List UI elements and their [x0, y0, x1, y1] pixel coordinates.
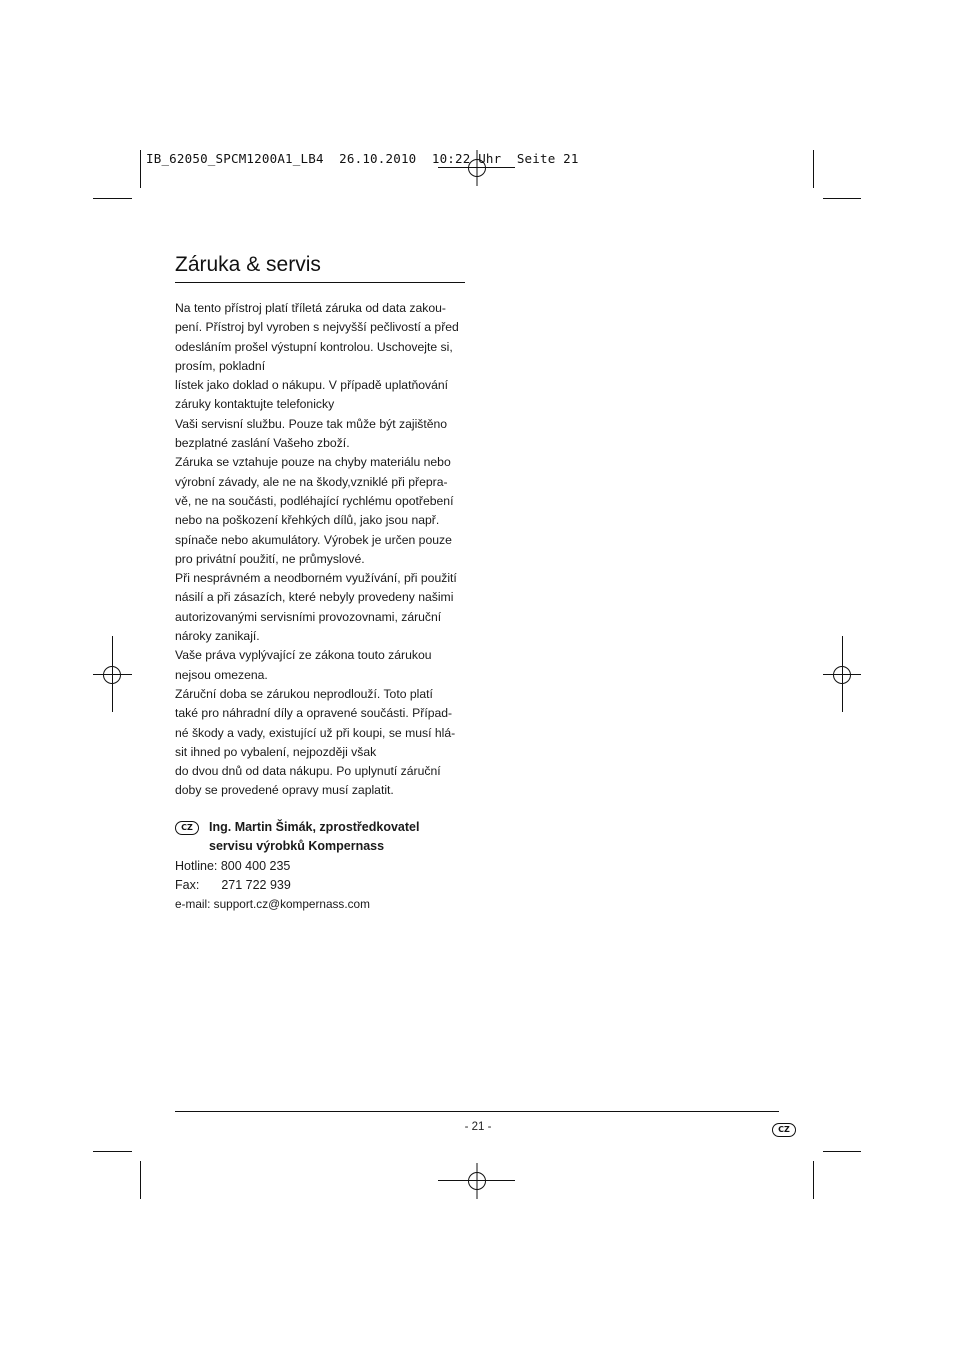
body-line: né škody a vady, existující už při koupi, se musí hlá-	[175, 725, 456, 740]
body-line: Záruka se vztahuje pouze na chyby materiálu nebo	[175, 455, 451, 470]
email-address: e-mail: support.cz@kompernass.com	[175, 897, 370, 912]
fax-line	[175, 876, 419, 895]
body-line: autorizovanými servisními provozovnami, záruční	[175, 609, 442, 624]
body-line: Při nesprávném a neodborném využívání, při použití	[175, 571, 457, 586]
body-line: Vaše práva vyplývající ze zákona touto zárukou	[175, 648, 432, 663]
body-line: do dvou dnů od data nákupu. Po uplynutí záruční	[175, 764, 441, 779]
service-company-line1: Ing. Martin Šimák, zprostředkovatel	[209, 820, 420, 834]
body-line: prosím, pokladní	[175, 358, 266, 373]
body-line: bezplatné zaslání Vašeho zboží.	[175, 436, 350, 451]
body-line: záruky kontaktujte telefonicky	[175, 397, 335, 412]
warranty-text	[175, 299, 475, 801]
body-line: Záruční doba se zárukou neprodlouží. Toto platí	[175, 686, 433, 701]
body-line: spínače nebo akumulátory. Výrobek je určen pouze	[175, 532, 452, 547]
body-line: vě, ne na součásti, podléhající rychlému opotřebení	[175, 493, 454, 508]
body-line: pení. Přístroj byl vyroben s nejvyšší pečlivostí a před	[175, 320, 459, 335]
body-line: nároky zanikají.	[175, 629, 260, 644]
registration-mark-left	[95, 657, 131, 693]
fax-number: 271 722 939	[221, 877, 291, 892]
body-line: nejsou omezena.	[175, 667, 268, 682]
title-underline	[175, 282, 465, 283]
cz-country-badge: CZ	[175, 821, 199, 835]
body-line: také pro náhradní díly a opravené součásti. Případ-	[175, 706, 453, 721]
body-line: výrobní závady, ale ne na škody,vzniklé při přepra-	[175, 474, 448, 489]
body-line: sit ihned po vybalení, nejpozději však	[175, 744, 377, 759]
body-line: Na tento přístroj platí tříletá záruka od data zakou-	[175, 301, 446, 315]
footer-cz-badge	[772, 1121, 796, 1139]
footer-rule	[175, 1111, 779, 1112]
registration-mark-bottom	[459, 1163, 495, 1199]
body-line: nebo na poškození křehkých dílů, jako jsou např.	[175, 513, 440, 528]
body-line: lístek jako doklad o nákupu. V případě uplatňování	[175, 378, 449, 393]
print-slug: IB_62050_SPCM1200A1_LB4 26.10.2010 10:22 Uhr Seite 21	[146, 151, 579, 166]
body-line: Vaši servisní službu. Pouze tak může být zajištěno	[175, 416, 448, 431]
service-company-line2: servisu výrobků Kompernass	[209, 839, 385, 854]
service-contact	[175, 818, 419, 914]
body-line: násilí a při zásazích, které nebyly provedeny našimi	[175, 590, 454, 605]
page-title: Záruka & servis	[175, 253, 321, 276]
cz-badge-footer: CZ	[772, 1123, 796, 1137]
registration-mark-top	[459, 150, 495, 186]
body-line: doby se provedené opravy musí zaplatit.	[175, 783, 394, 798]
registration-mark-right	[825, 657, 861, 693]
hotline: Hotline: 800 400 235	[175, 858, 291, 873]
fax-label: Fax:	[175, 877, 200, 892]
body-line: odesláním prošel výstupní kontrolou. Uschovejte si,	[175, 339, 453, 354]
page-number: - 21 -	[464, 1121, 492, 1133]
body-line: pro privátní použití, ne průmyslové.	[175, 551, 365, 566]
